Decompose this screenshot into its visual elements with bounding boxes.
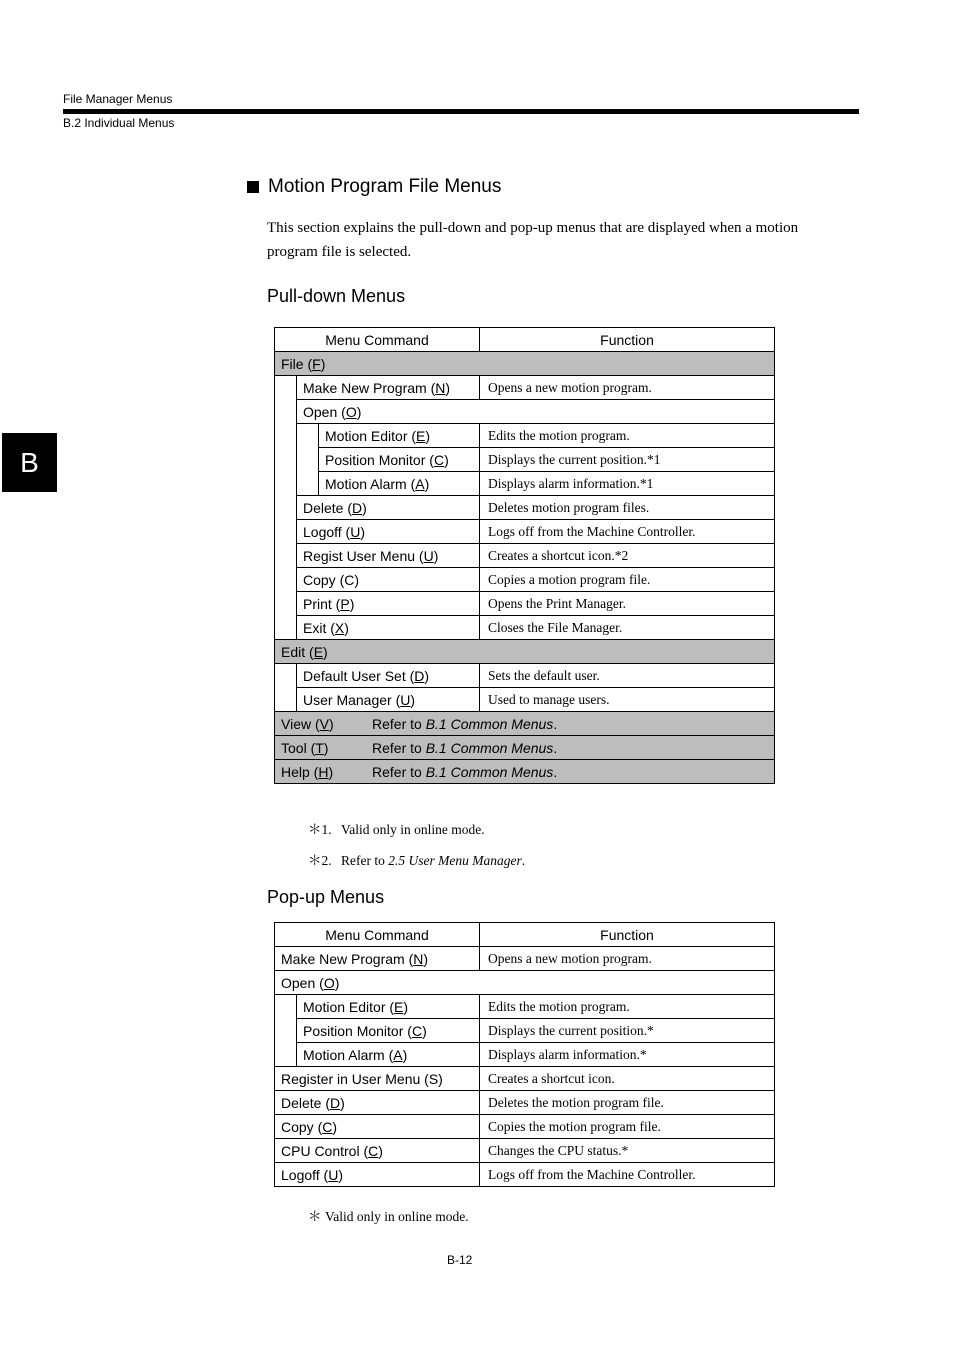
- cmd-cpu-control: CPU Control (C): [275, 1139, 480, 1163]
- fn-print: Opens the Print Manager.: [480, 592, 775, 616]
- fn-delete: Deletes motion program files.: [480, 496, 775, 520]
- table-row: [275, 947, 775, 971]
- table-row: [275, 688, 775, 712]
- table-row: [275, 592, 775, 616]
- cmd-logoff: Logoff (U): [297, 520, 480, 544]
- cmd-regist-user-menu: Regist User Menu (U): [297, 544, 480, 568]
- fn-motion-editor: Edits the motion program.: [480, 995, 775, 1019]
- table-row: [275, 1163, 775, 1187]
- fn-exit: Closes the File Manager.: [480, 616, 775, 640]
- table-row: [275, 448, 775, 472]
- table-row: [275, 664, 775, 688]
- table-row: [275, 544, 775, 568]
- running-header-title: File Manager Menus: [63, 92, 173, 106]
- popup-menu-table: [274, 922, 775, 1187]
- section-heading: [247, 176, 501, 198]
- fn-delete: Deletes the motion program file.: [480, 1091, 775, 1115]
- cmd-delete: Delete (D): [275, 1091, 480, 1115]
- table-row: [275, 376, 775, 400]
- fn-position-monitor: Displays the current position.*1: [480, 448, 775, 472]
- cmd-exit: Exit (X): [297, 616, 480, 640]
- fn-cpu-control: Changes the CPU status.*: [480, 1139, 775, 1163]
- cmd-delete: Delete (D): [297, 496, 480, 520]
- footnote-2: ＊2. Refer to 2.5 User Menu Manager.: [308, 853, 526, 868]
- table-row: [275, 616, 775, 640]
- table-row: [275, 568, 775, 592]
- fn-register-user-menu: Creates a shortcut icon.: [480, 1067, 775, 1091]
- fn-logoff: Logs off from the Machine Controller.: [480, 1163, 775, 1187]
- cmd-position-monitor: Position Monitor (C): [319, 448, 480, 472]
- col-header-command: Menu Command: [275, 328, 480, 352]
- col-header-function: Function: [480, 923, 775, 947]
- fn-copy: Copies a motion program file.: [480, 568, 775, 592]
- square-bullet-icon: [247, 181, 259, 193]
- cmd-default-user-set: Default User Set (D): [297, 664, 480, 688]
- menu-group-edit: Edit (E): [275, 640, 775, 664]
- cmd-print: Print (P): [297, 592, 480, 616]
- table-row: [275, 1019, 775, 1043]
- chapter-tab: B: [2, 433, 57, 492]
- menu-group-file: File (F): [275, 352, 775, 376]
- popup-title: Pop-up Menus: [267, 887, 385, 907]
- cmd-make-new-program: Make New Program (N): [275, 947, 480, 971]
- table-row: [275, 1043, 775, 1067]
- table-row: [275, 1067, 775, 1091]
- page-number: B-12: [447, 1253, 473, 1267]
- table-row: [275, 496, 775, 520]
- section-title: Motion Program File Menus: [268, 176, 502, 197]
- fn-motion-editor: Edits the motion program.: [480, 424, 775, 448]
- cmd-motion-editor: Motion Editor (E): [297, 995, 480, 1019]
- table-row: [275, 472, 775, 496]
- pulldown-title: Pull-down Menus: [267, 286, 406, 306]
- cmd-copy: Copy (C): [297, 568, 480, 592]
- fn-make-new-program: Opens a new motion program.: [480, 947, 775, 971]
- section-intro: This section explains the pull-down and pop-up menus that are displayed when a motion program file is selected.: [267, 220, 799, 260]
- table-row: [275, 1139, 775, 1163]
- table-row: [275, 424, 775, 448]
- fn-motion-alarm: Displays alarm information.*1: [480, 472, 775, 496]
- fn-copy: Copies the motion program file.: [480, 1115, 775, 1139]
- cmd-register-user-menu: Register in User Menu (S): [275, 1067, 480, 1091]
- fn-make-new-program: Opens a new motion program.: [480, 376, 775, 400]
- col-header-command: Menu Command: [275, 923, 480, 947]
- cmd-make-new-program: Make New Program (N): [297, 376, 480, 400]
- cmd-position-monitor: Position Monitor (C): [297, 1019, 480, 1043]
- table-row: [275, 995, 775, 1019]
- pulldown-menu-table: [274, 327, 775, 784]
- table-row: [275, 1091, 775, 1115]
- table-row: [275, 400, 775, 424]
- cmd-motion-alarm: Motion Alarm (A): [297, 1043, 480, 1067]
- fn-logoff: Logs off from the Machine Controller.: [480, 520, 775, 544]
- cmd-user-manager: User Manager (U): [297, 688, 480, 712]
- fn-regist-user-menu: Creates a shortcut icon.*2: [480, 544, 775, 568]
- running-header-subtitle: B.2 Individual Menus: [63, 116, 175, 130]
- fn-position-monitor: Displays the current position.*: [480, 1019, 775, 1043]
- header-rule: [63, 109, 859, 114]
- fn-user-manager: Used to manage users.: [480, 688, 775, 712]
- table-row: [275, 1115, 775, 1139]
- cmd-open: Open (O): [275, 971, 775, 995]
- cmd-motion-alarm: Motion Alarm (A): [319, 472, 480, 496]
- table-row: [275, 520, 775, 544]
- cmd-motion-editor: Motion Editor (E): [319, 424, 480, 448]
- menu-group-help: Help (H) Refer to B.1 Common Menus.: [275, 760, 775, 784]
- cmd-open: Open (O): [297, 400, 775, 424]
- fn-default-user-set: Sets the default user.: [480, 664, 775, 688]
- popup-footnote: ＊ Valid only in online mode.: [308, 1209, 469, 1224]
- col-header-function: Function: [480, 328, 775, 352]
- footnote-1: ＊1. Valid only in online mode.: [308, 822, 485, 837]
- menu-group-view: View (V) Refer to B.1 Common Menus.: [275, 712, 775, 736]
- cmd-copy: Copy (C): [275, 1115, 480, 1139]
- fn-motion-alarm: Displays alarm information.*: [480, 1043, 775, 1067]
- cmd-logoff: Logoff (U): [275, 1163, 480, 1187]
- menu-group-tool: Tool (T) Refer to B.1 Common Menus.: [275, 736, 775, 760]
- table-header-row: [275, 328, 775, 352]
- table-row: [275, 971, 775, 995]
- table-header-row: [275, 923, 775, 947]
